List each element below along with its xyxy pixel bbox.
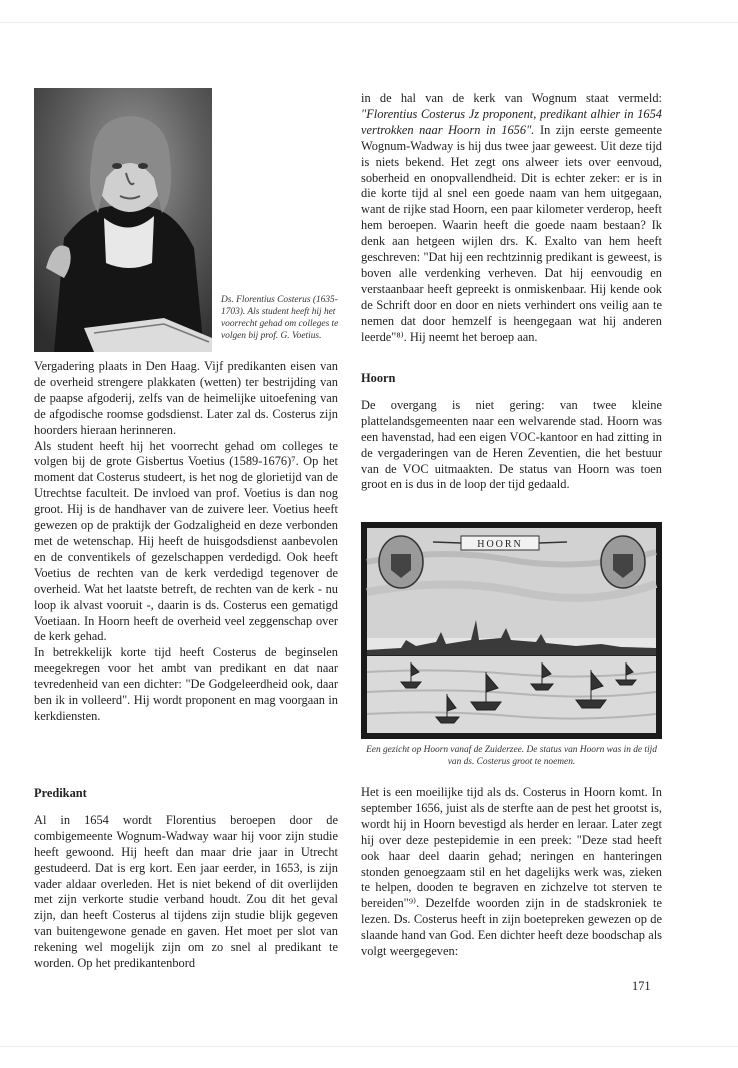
paragraph: Als student heeft hij het voorrecht gehad om colleges te volgen bij de grote Gisbertus Voetius (1589-1676)⁷. Op het moment dat Costerus studeert, is het nog de glorietijd van de Utrechtse faculteit. De invloed van prof. Voetius is dan nog groot. Hij is de handhaver van de zuivere leer. Voetius heeft gewezen op de praktijk der Godzaligheid en deze verbonden met de wetenschap. Hij heeft de huisgodsdienst aanbevolen en de conventikels of gezelschappen verdedigd. Ook heeft Voetius de rechten van de kerk verdedigd tegenover de overheid. Wat het laatste betreft, de rechten van de kerk - nu loop ik alvast vooruit -, daarin is ds. Costerus een gematigd Voetiaan. In Hoorn heeft de overheid veel zeggenschap over de kerk gehad. xyxy=(34,438,338,644)
bottom-rule xyxy=(0,1046,738,1047)
paragraph: In betrekkelijk korte tijd heeft Costerus de beginselen meegekregen voor het ambt van predikant en dat naar tevredenheid van een dichter: "De Godgeleerdheid ook, daar ben ik in volleerd". Hij wordt proponent en mag voorgaan in kerkdiensten. xyxy=(34,645,338,723)
section-heading: Hoorn xyxy=(361,371,396,385)
hoorn-view-engraving xyxy=(361,522,662,739)
top-rule xyxy=(0,22,738,23)
hoorn-etching-image xyxy=(361,522,662,739)
left-column-intro xyxy=(34,359,338,725)
section-predikant xyxy=(34,786,338,972)
paragraph: Vergadering plaats in Den Haag. Vijf predikanten eisen van de overheid strengere plakkaten (wetten) ter bestrijding van de paapse afgoderij, zelfs van de heimelijke uitoefening van de afgodische roomse godsdienst. Later zal ds. Costerus zijn hoorders hieraan herinneren. xyxy=(34,359,338,437)
portrait-engraving xyxy=(34,88,212,352)
paragraph: De overgang is niet gering: van twee kleine plattelandsgemeenten naar een welvarende stad. Hoorn was een havenstad, had een eigen VOC-kantoor en had zitting in de vergaderingen van de Heren Zeventien, die het bestuur van de VOC uitmaakten. De status van Hoorn was toen groot en is dus in de loop der tijd gedaald. xyxy=(361,397,662,492)
inscription-quote: "Florentius Costerus Jz proponent, predikant alhier in 1654 vertrokken naar Hoorn in 1656". xyxy=(361,106,662,137)
paragraph-lead: in de hal van de kerk van Wognum staat vermeld: xyxy=(361,91,662,105)
banner-label: HOORN xyxy=(477,539,523,550)
paragraph-rest: In zijn eerste gemeente Wognum-Wadway is hij dus twee jaar geweest. Uit deze tijd is niets bekend. Het zegt ons alweer iets over eenvoud, soberheid en onopvallendheid. Dit is echter zeker: er is in die korte tijd al snel een goede naam van hem uitgegaan, want de rijke stad Hoorn, een paar kilometer verderop, heeft hem beroepen. Waarin heeft die goede naam bestaan? Ik denk aan hetgeen wijlen drs. K. Exalto van hem heeft geschreven: "Dat hij een rechtzinnig predikant is geweest, is boven alle verdenking verheven. Dat hij eenvoudig en verstaanbaar heeft gepreekt is onmiskenbaar. Hij kende ook de Schrift door en door en niets verhindert ons veilig aan te nemen dat door hemzelf is heengegaan wat hij anderen leerde"⁸⁾. Hij neemt het beroep aan. xyxy=(361,122,663,344)
portrait-caption: Ds. Florentius Costerus (1635-1703). Als student heeft hij het voorrecht gehad om colleges te volgen bij prof. G. Voetius. xyxy=(221,295,339,341)
right-column-bottom xyxy=(361,785,662,960)
paragraph: Het is een moeilijke tijd als ds. Costerus in Hoorn komt. In september 1656, juist als de sterfte aan de pest het grootst is, wordt hij in Hoorn bevestigd als herder en leraar. Later zegt hij over deze pestepidemie in een preek: "Deze stad heeft ook haar deel daarin gehad; neringen en hanteringen stonden genoegzaam stil en het dagelijks werk was, zieken te helpen, dooden te begraven en zichzelve tot sterven te bereiden"⁹⁾. Dezelfde woorden zijn in de stadskroniek te lezen. Ds. Costerus heeft in zijn boetepreken gewezen op de slaande hand van God. Een dichter heeft deze boodschap als volgt weergegeven: xyxy=(361,785,662,959)
page-number: 171 xyxy=(632,979,651,993)
portrait-image xyxy=(34,88,212,352)
right-column-intro xyxy=(361,91,662,346)
paragraph: Al in 1654 wordt Florentius beroepen door de combigemeente Wognum-Wadway waar hij voor zijn studie heeft gewoond. Hij heeft dan maar drie jaar in Utrecht gestudeerd. Dat is erg kort. Een jaar eerder, in 1653, is zijn vader aldaar overleden. Het is niet bekend of dit overlijden met zijn verkorte studie verband houdt. Zou dit het geval zijn, dan heeft Costerus al tijdens zijn studie blijk gegeven van buitengewone genade en gaven. Het moet per slot van rekening wel mogelijk zijn om zo snel al predikant te worden. Op het predikantenbord xyxy=(34,812,338,971)
etching-caption: Een gezicht op Hoorn vanaf de Zuiderzee. De status van Hoorn was in de tijd van ds. Costerus groot te noemen. xyxy=(366,745,657,767)
paragraph xyxy=(361,91,662,346)
section-hoorn xyxy=(361,371,662,493)
section-heading: Predikant xyxy=(34,786,87,800)
